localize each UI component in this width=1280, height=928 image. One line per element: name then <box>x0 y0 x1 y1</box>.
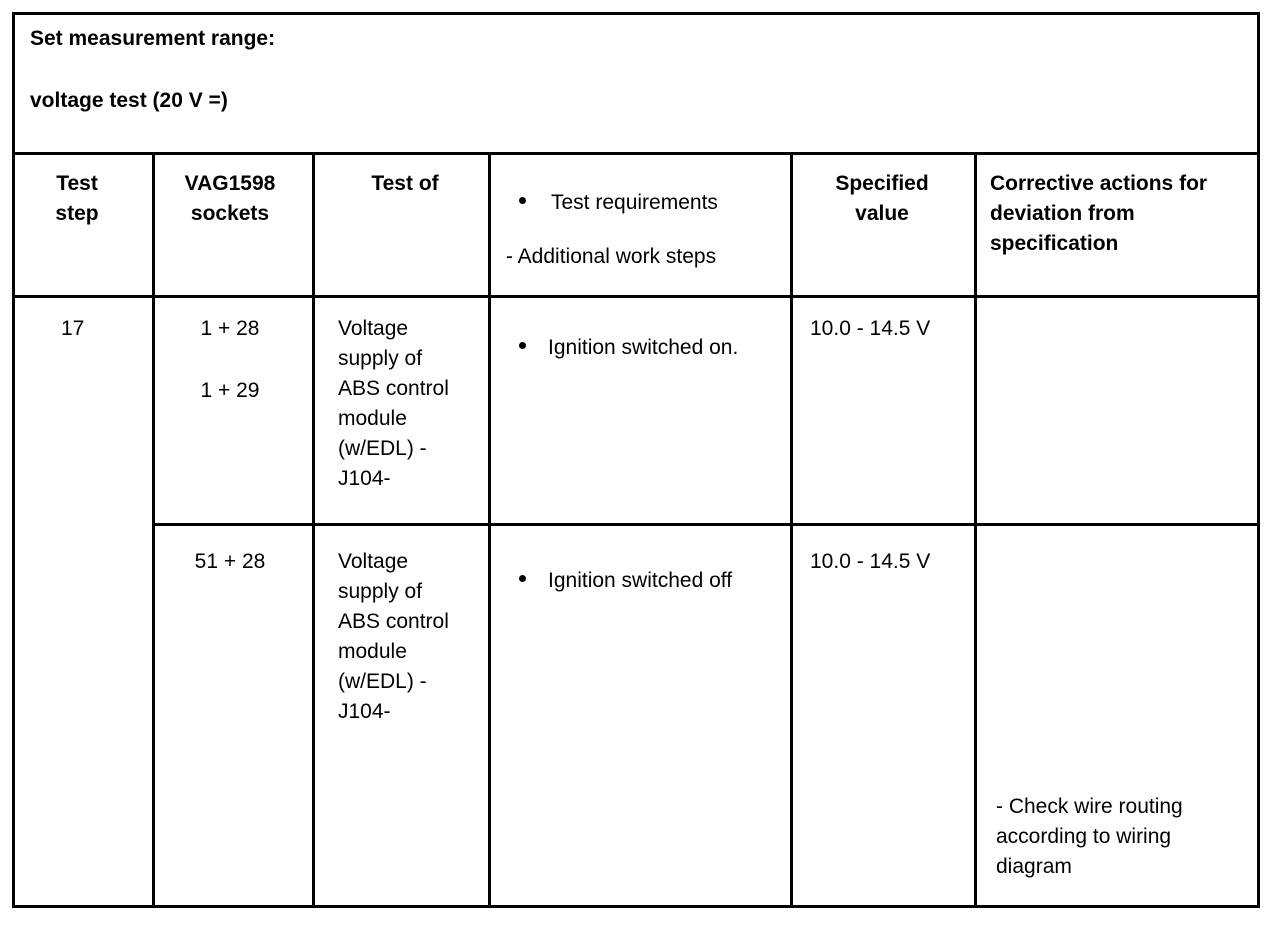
header-sockets-line1: VAG1598 <box>184 172 276 195</box>
requirement-value: Ignition switched off <box>548 569 733 592</box>
voltage-test-label: voltage test (20 V =) <box>30 89 228 112</box>
socket-value: 1 + 28 <box>200 317 260 340</box>
header-specified-line1: Specified <box>835 172 929 195</box>
requirement-value: Ignition switched on. <box>548 336 739 359</box>
specified-value: 10.0 - 14.5 V <box>810 317 931 340</box>
header-test-requirements: Test requirements <box>551 191 718 214</box>
header-test-step-line2: step <box>55 202 99 225</box>
measurement-range-label: Set measurement range: <box>30 27 276 50</box>
corrective-action-line: diagram <box>996 855 1072 878</box>
header-additional-steps: - Additional work steps <box>506 245 717 268</box>
column-divider-2 <box>312 152 315 908</box>
test-of-line: ABS control <box>338 610 449 633</box>
header-sockets-line2: sockets <box>190 202 270 225</box>
test-of-line: Voltage <box>338 317 409 340</box>
test-of-line: supply of <box>338 580 423 603</box>
header-corrective-line3: specification <box>990 232 1119 255</box>
test-of-line: J104- <box>338 467 391 490</box>
header-bullet-icon <box>519 197 526 204</box>
column-divider-1 <box>152 152 155 908</box>
specified-value: 10.0 - 14.5 V <box>810 550 931 573</box>
column-divider-3 <box>488 152 491 908</box>
header-divider <box>12 295 1260 298</box>
test-step-value: 17 <box>61 317 85 340</box>
requirement-bullet-icon <box>519 342 526 349</box>
test-of-line: supply of <box>338 347 423 370</box>
header-test-step-line1: Test <box>56 172 98 195</box>
column-divider-5 <box>974 152 977 908</box>
row-divider <box>153 523 1260 526</box>
test-of-line: module <box>338 640 407 663</box>
test-of-line: ABS control <box>338 377 449 400</box>
header-corrective-line1: Corrective actions for <box>990 172 1208 195</box>
header-corrective-line2: deviation from <box>990 202 1135 225</box>
header-specified-line2: value <box>855 202 909 225</box>
test-of-line: Voltage <box>338 550 409 573</box>
measurement-table <box>12 12 1260 908</box>
requirement-bullet-icon <box>519 575 526 582</box>
header-test-of: Test of <box>371 172 439 195</box>
test-of-line: module <box>338 407 407 430</box>
test-of-line: (w/EDL) - <box>338 670 427 693</box>
column-divider-4 <box>790 152 793 908</box>
corrective-action-line: according to wiring <box>996 825 1172 848</box>
socket-value: 51 + 28 <box>194 550 266 573</box>
test-of-line: J104- <box>338 700 391 723</box>
socket-value: 1 + 29 <box>200 379 260 402</box>
title-divider <box>12 152 1260 155</box>
test-of-line: (w/EDL) - <box>338 437 427 460</box>
corrective-action-line: - Check wire routing <box>996 795 1183 818</box>
